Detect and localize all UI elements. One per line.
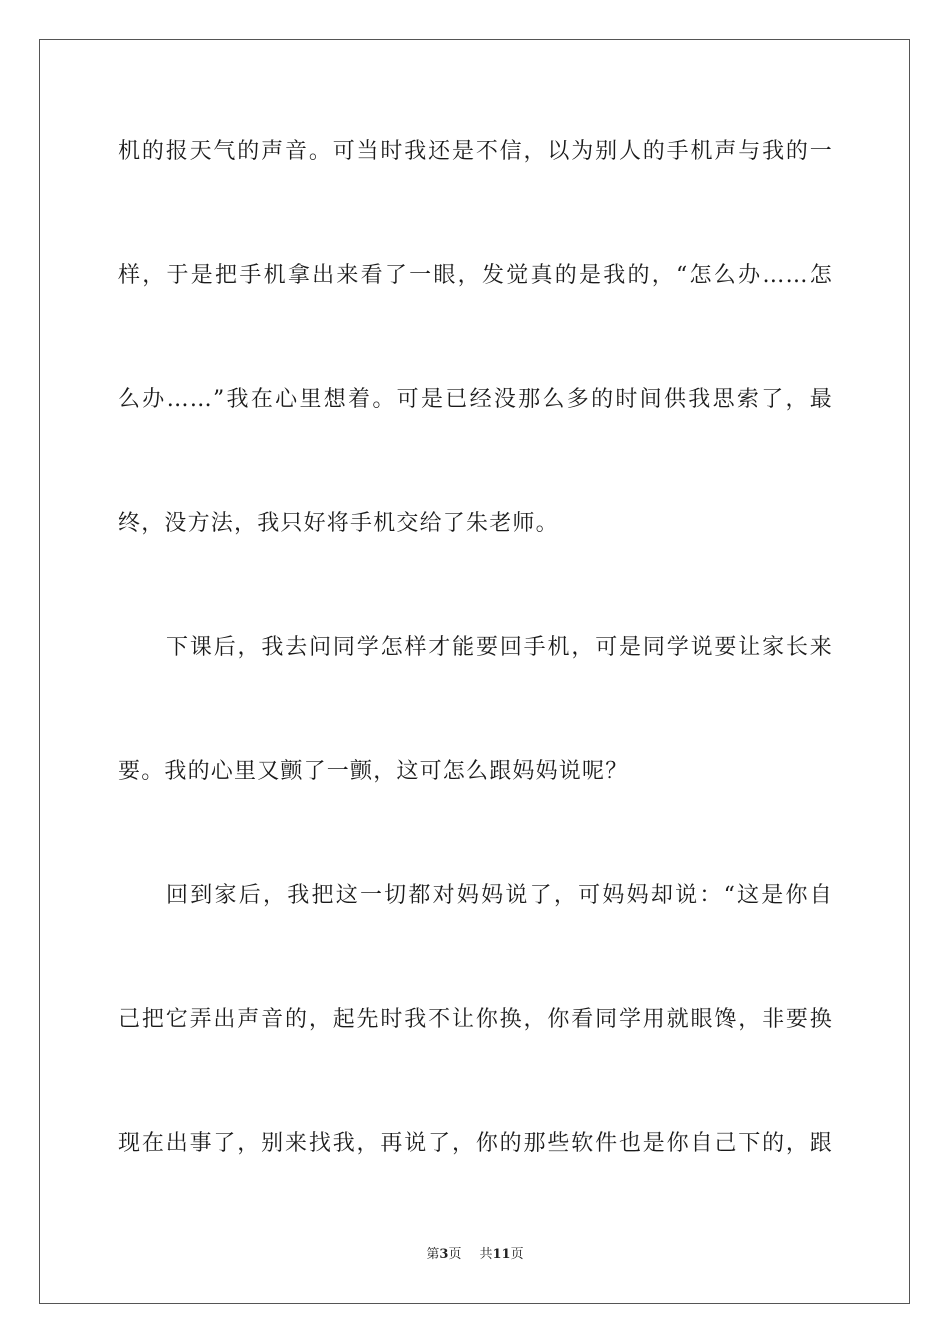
footer-total-prefix: 共 <box>479 1247 493 1262</box>
footer-page-current: 3 <box>439 1247 449 1262</box>
paragraph-line-8: 己把它弄出声音的，起先时我不让你换，你看同学用就眼馋，非要换 <box>118 1007 833 1032</box>
paragraph-line-5: 下课后，我去问同学怎样才能要回手机，可是同学说要让家长来 <box>166 635 833 660</box>
paragraph-line-7: 回到家后，我把这一切都对妈妈说了，可妈妈却说：“这是你自 <box>166 883 833 908</box>
footer-page-prefix: 第 <box>426 1247 440 1262</box>
page-border <box>39 39 910 1304</box>
page-footer <box>0 1246 950 1264</box>
paragraph-line-4: 终，没方法，我只好将手机交给了朱老师。 <box>118 511 559 536</box>
paragraph-line-9: 现在出事了，别来找我，再说了，你的那些软件也是你自己下的，跟 <box>118 1131 833 1156</box>
paragraph-line-3: 么办……”我在心里想着。可是已经没那么多的时间供我思索了，最 <box>118 387 833 412</box>
footer-page-suffix: 页 <box>448 1247 462 1262</box>
paragraph-line-2: 样，于是把手机拿出来看了一眼，发觉真的是我的，“怎么办……怎 <box>118 263 833 288</box>
footer-total-suffix: 页 <box>510 1247 524 1262</box>
footer-total-pages: 11 <box>492 1247 511 1262</box>
paragraph-line-6: 要。我的心里又颤了一颤，这可怎么跟妈妈说呢？ <box>118 759 629 784</box>
paragraph-line-1: 机的报天气的声音。可当时我还是不信，以为别人的手机声与我的一 <box>118 139 833 164</box>
